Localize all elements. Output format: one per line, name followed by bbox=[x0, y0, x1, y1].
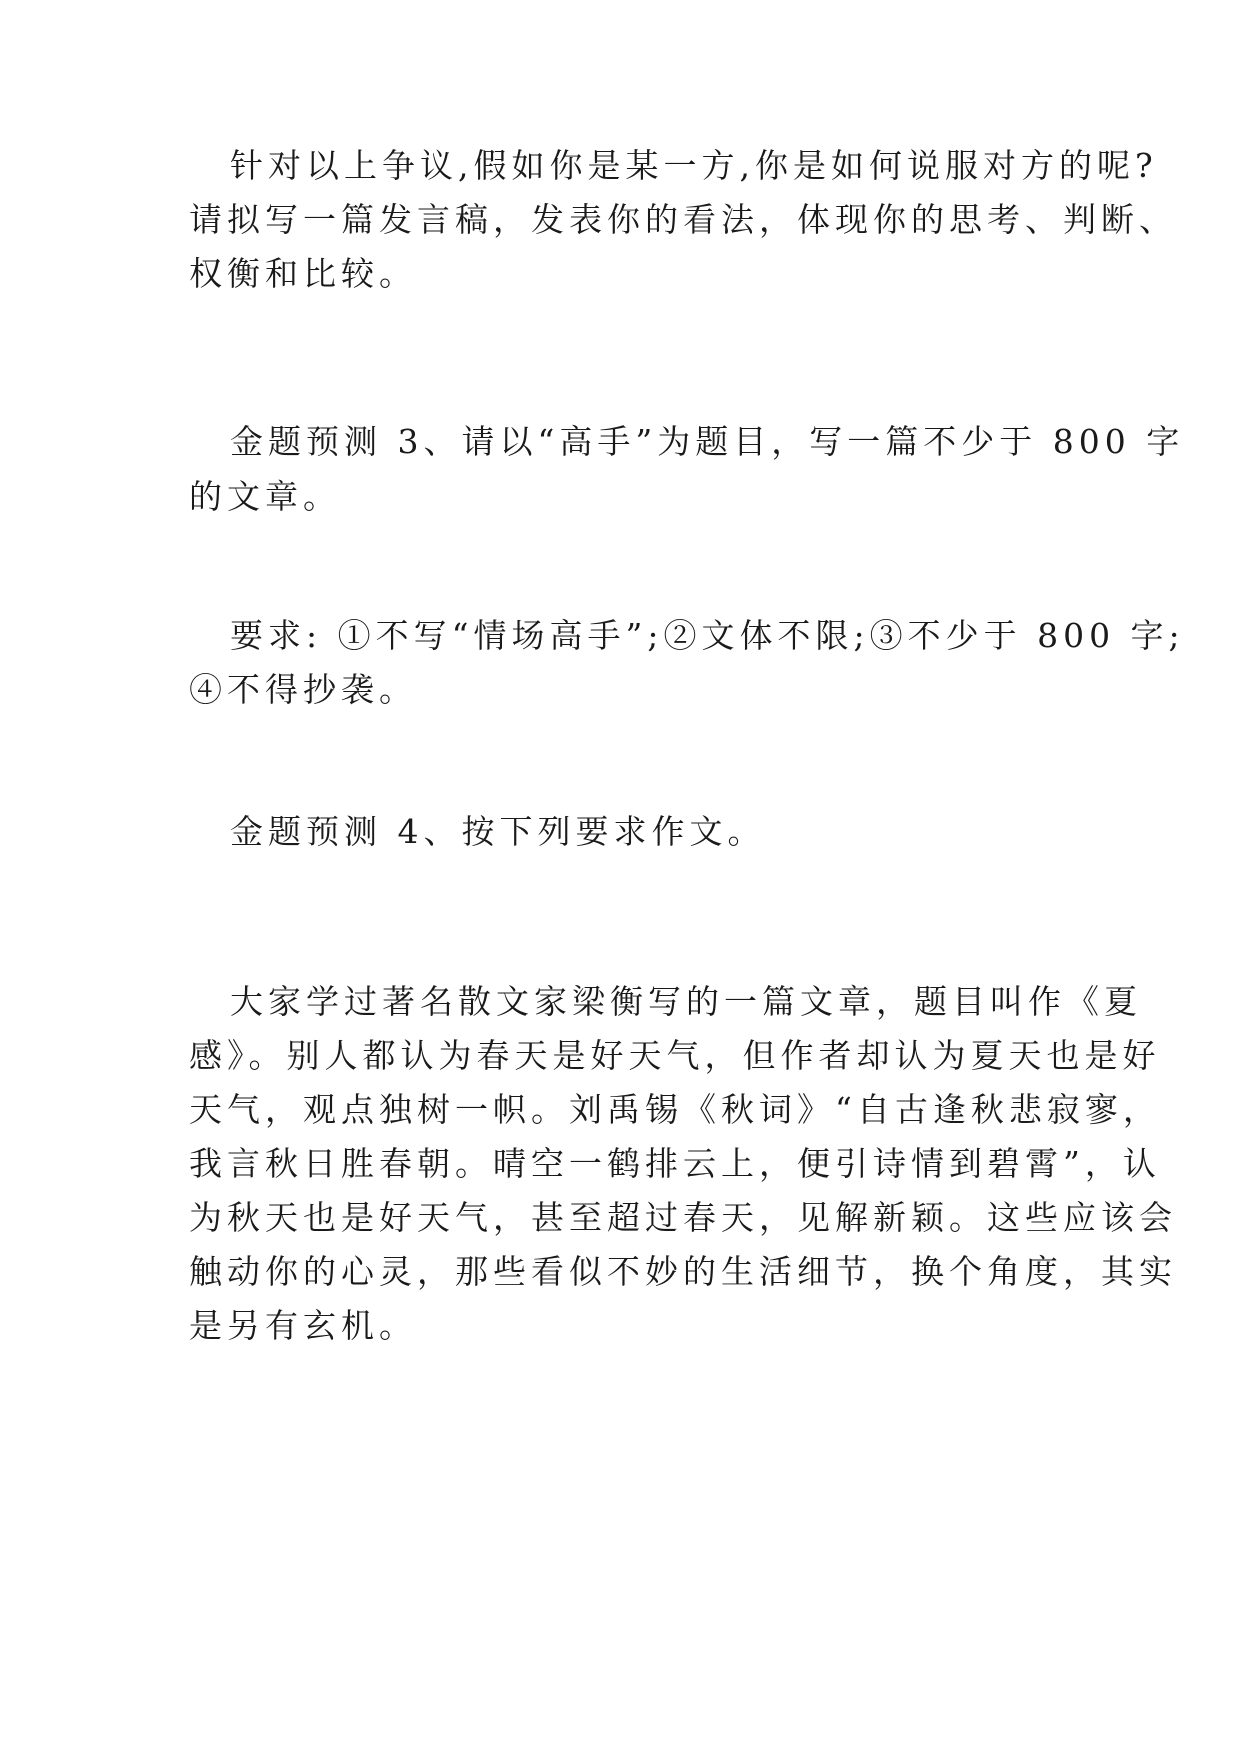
paragraph-material-line-6: 触动你的心灵，那些看似不妙的生活细节，换个角度，其实 bbox=[189, 1252, 1177, 1291]
paragraph-prediction-3-line-2: 的文章。 bbox=[189, 477, 341, 516]
paragraph-requirements-line-1: 要求: ①不写“情场高手”;②文体不限;③不少于 800 字; bbox=[230, 616, 1185, 655]
paragraph-debate-prompt-line-3: 权衡和比较。 bbox=[189, 254, 417, 293]
paragraph-material-line-7: 是另有玄机。 bbox=[189, 1306, 417, 1345]
paragraph-material-line-2: 感》。别人都认为春天是好天气，但作者却认为夏天也是好 bbox=[189, 1036, 1161, 1075]
paragraph-prediction-4-line-1: 金题预测 4、按下列要求作文。 bbox=[230, 812, 766, 851]
paragraph-prediction-3-line-1: 金题预测 3、请以“高手”为题目，写一篇不少于 800 字 bbox=[230, 422, 1185, 461]
paragraph-requirements-line-2: ④不得抄袭。 bbox=[189, 670, 417, 709]
paragraph-debate-prompt-line-1: 针对以上争议,假如你是某一方,你是如何说服对方的呢? bbox=[230, 146, 1158, 185]
paragraph-material-line-3: 天气，观点独树一帜。刘禹锡《秋词》“自古逢秋悲寂寥， bbox=[189, 1090, 1161, 1129]
paragraph-material-line-1: 大家学过著名散文家梁衡写的一篇文章，题目叫作《夏 bbox=[230, 982, 1142, 1021]
paragraph-material-line-4: 我言秋日胜春朝。晴空一鹤排云上，便引诗情到碧霄”，认 bbox=[189, 1144, 1161, 1183]
paragraph-debate-prompt-line-2: 请拟写一篇发言稿，发表你的看法，体现你的思考、判断、 bbox=[189, 200, 1177, 239]
paragraph-material-line-5: 为秋天也是好天气，甚至超过春天，见解新颖。这些应该会 bbox=[189, 1198, 1177, 1237]
